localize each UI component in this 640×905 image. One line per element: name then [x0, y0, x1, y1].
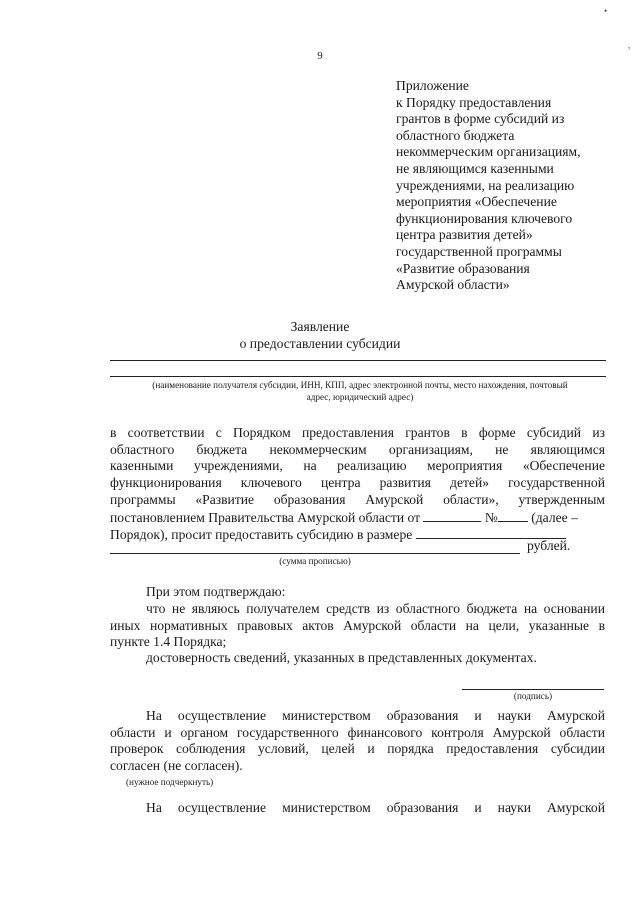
consent-line: согласен (не согласен).	[110, 758, 243, 774]
appendix-line: учреждениями, на реализацию	[396, 177, 575, 193]
number-field[interactable]	[498, 509, 528, 522]
underline-caption: (нужное подчеркнуть)	[126, 777, 214, 787]
appendix-line: Амурской области»	[396, 277, 510, 293]
appendix-line: мероприятия «Обеспечение	[396, 194, 557, 210]
consent-paragraph	[110, 708, 605, 775]
appendix-line: центра развития детей»	[396, 227, 533, 243]
scan-mark: ,	[628, 40, 631, 50]
date-field[interactable]	[423, 509, 481, 522]
consent-line: проверок соблюдения условий, целей и порядка предоставления субсидии	[110, 741, 605, 757]
signature-caption: (подпись)	[513, 691, 553, 701]
amount-words-line[interactable]	[110, 553, 520, 554]
recipient-name-line[interactable]	[110, 376, 606, 377]
confirm-title: При этом подтверждаю:	[146, 584, 286, 599]
appendix-header	[396, 78, 626, 294]
body-line: программы «Развитие образования Амурской области», утвержденным	[110, 491, 605, 507]
signature-line[interactable]	[462, 689, 604, 690]
page-number: 9	[317, 50, 323, 62]
scan-mark: •	[604, 6, 608, 16]
appendix-line: грантов в форме субсидий из	[396, 111, 565, 127]
appendix-line: к Порядку предоставления	[396, 94, 552, 110]
document-subtitle: о предоставлении субсидии	[239, 336, 401, 351]
recipient-caption: адрес, юридический адрес)	[306, 392, 414, 402]
confirm-line: иных нормативных правовых актов Амурской области на цели, указанные в	[110, 618, 605, 633]
body-line-text: постановлением Правительства Амурской области от	[110, 509, 424, 525]
number-sign: №	[481, 509, 498, 525]
appendix-line: Приложение	[396, 78, 469, 93]
recipient-caption: (наименование получателя субсидии, ИНН, КПП, адрес электронной почты, место нахождения, почтовый	[152, 380, 568, 390]
recipient-name-line[interactable]	[110, 360, 606, 361]
appendix-line: не являющимся казенными	[396, 160, 554, 176]
consent-line: На осуществление министерством образования и науки Амурской	[146, 800, 605, 815]
appendix-line: некоммерческим организациям,	[396, 144, 581, 160]
document-title: Заявление	[290, 319, 350, 334]
body-paragraph	[110, 425, 605, 544]
body-line-text: Порядок), просит предоставить субсидию в размере	[110, 527, 416, 543]
confirm-line: что не являюсь получателем средств из областного бюджета на основании	[146, 601, 605, 616]
body-line: в соответствии с Порядком предоставления грантов в форме субсидий из	[110, 425, 605, 440]
appendix-line: функционирования ключевого	[396, 210, 573, 226]
confirm-line: достоверность сведений, указанных в представленных документах.	[146, 650, 537, 665]
body-line-text: (далее –	[527, 509, 578, 525]
appendix-line: «Развитие образования	[396, 260, 530, 276]
consent-line: области и органом государственного финансового контроля Амурской области	[110, 724, 605, 740]
confirm-line: пункте 1.4 Порядка;	[110, 634, 227, 649]
sum-caption: (сумма прописью)	[279, 556, 351, 566]
body-line: казенными учреждениями, на реализацию мероприятия «Обеспечение	[110, 458, 605, 474]
rubles-label: рублей.	[527, 538, 571, 553]
body-line: областного бюджета некоммерческим организациям, не являющимся	[110, 441, 605, 457]
appendix-line: областного бюджета	[396, 127, 515, 143]
body-line: функционирования ключевого центра развития детей» государственной	[110, 475, 605, 491]
appendix-line: государственной программы	[396, 243, 562, 259]
consent-line: На осуществление министерством образования и науки Амурской	[146, 708, 605, 723]
body-line	[110, 509, 605, 527]
